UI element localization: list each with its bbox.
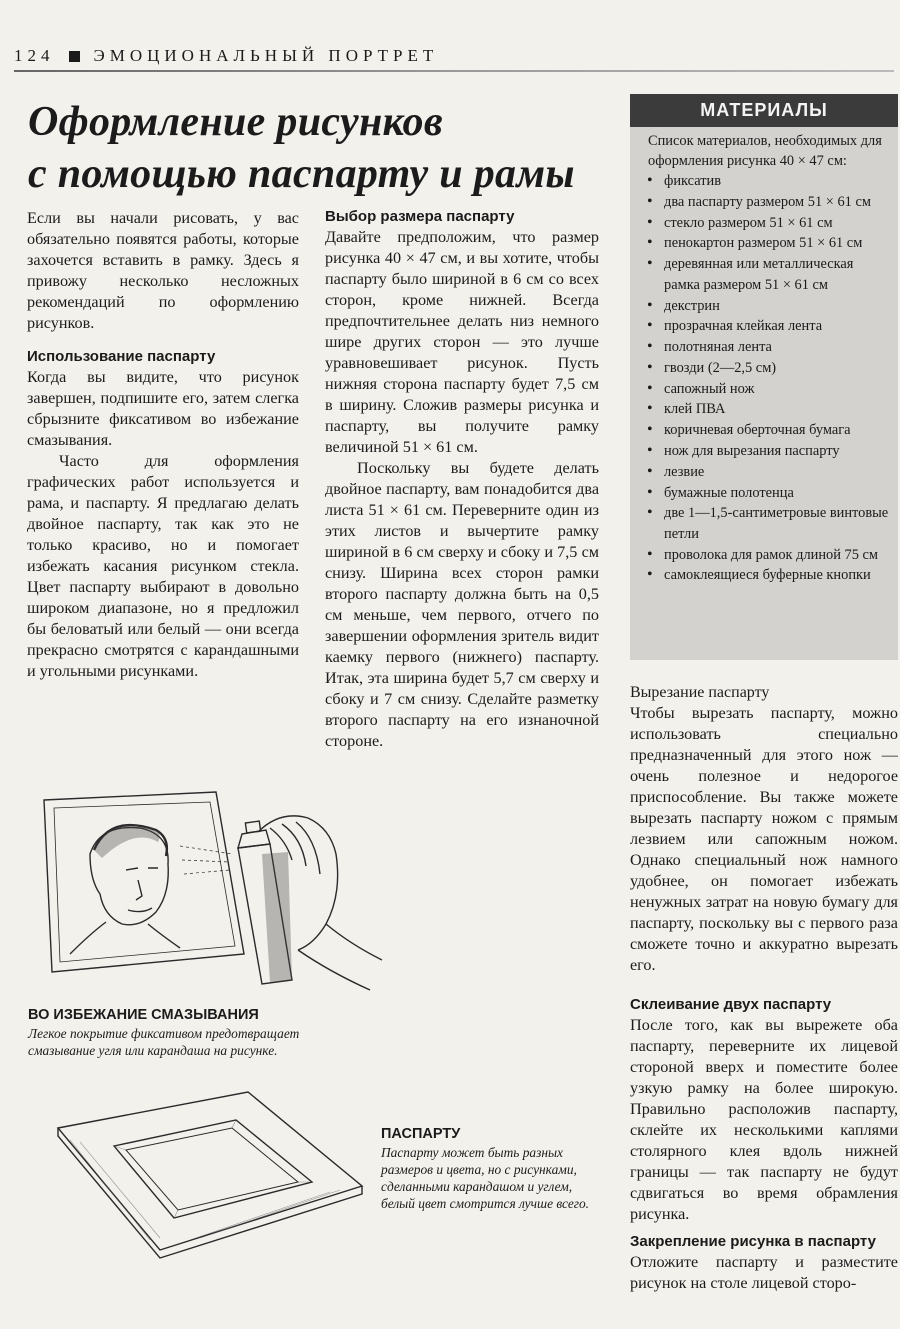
- list-item: • бумажные полотенца: [644, 483, 892, 504]
- paragraph: Поскольку вы будете делать двойное паспарту, вам понадобится два листа 51 × 61 см. Переверните один из этих листов и вычертите рамку шириной в 6 см сверху и сбоку и 7,5 см снизу. Ширина всех сторон рамки второго паспарту должна быть на 0,5 см меньше, чем первого, отчего по завершении оформления зритель видит каемку первого (нижнего) паспарту. Итак, эта ширина будет 5,7 см сверху и сбоку и 7 см снизу. Сделайте разметку второго паспарту на его изнаночной стороне.: [325, 459, 599, 750]
- list-item: • пенокартон размером 51 × 61 см: [644, 233, 892, 254]
- subhead-gluing-mats: Склеивание двух паспарту: [630, 996, 832, 1013]
- caption-title: ВО ИЗБЕЖАНИЕ СМАЗЫВАНИЯ: [28, 1007, 259, 1023]
- subhead-mat-size: Выбор размера паспарту: [325, 208, 515, 225]
- intro-paragraph: Если вы начали рисовать, у вас обязательно появятся работы, которые захочется вставить в рамку. Здесь я привожу несколько несложных рекомендаций по оформлению рисунков.: [27, 209, 299, 332]
- title-line-2: с помощью паспарту и рамы: [28, 151, 575, 197]
- list-item: • прозрачная клейкая лента: [644, 316, 892, 337]
- mat-caption: [381, 1124, 603, 1212]
- header-rule: [14, 70, 894, 72]
- list-item: • полотняная лента: [644, 337, 892, 358]
- fixative-caption: [28, 1005, 358, 1059]
- caption-text: Легкое покрытие фиксативом предотвращает смазывание угля или карандаша на рисунке.: [28, 1026, 300, 1058]
- list-item: • сапожный нож: [644, 379, 892, 400]
- paragraph: Когда вы видите, что рисунок завершен, подпишите его, затем слегка сбрызните фиксативом во избежание смазывания.: [27, 368, 299, 449]
- column-3: [630, 682, 898, 1294]
- section-title: ЭМОЦИОНАЛЬНЫЙ ПОРТРЕТ: [93, 46, 439, 65]
- paragraph: Часто для оформления графических работ используется и рама, и паспарту. Я предлагаю делать двойное паспарту, так как это не только красиво, но и помогает избежать касания рисунком стекла. Цвет паспарту выбирают в довольно широком диапазоне, но я предложил бы беловатый или белый — они всегда прекрасно смотрятся с карандашными и угольными рисунками.: [27, 452, 299, 680]
- column-2: [325, 206, 599, 752]
- list-item: • стекло размером 51 × 61 см: [644, 213, 892, 234]
- subhead-securing-drawing: Закрепление рисунка в паспарту: [630, 1233, 876, 1250]
- materials-list: [630, 171, 898, 586]
- list-item: • самоклеящиеся буферные кнопки: [644, 565, 892, 586]
- paragraph: Отложите паспарту и разместите рисунок на столе лицевой сторо-: [630, 1253, 898, 1292]
- list-item: • проволока для рамок длиной 75 см: [644, 545, 892, 566]
- caption-title: ПАСПАРТУ: [381, 1126, 461, 1142]
- header-square-icon: [69, 51, 80, 62]
- paragraph: Давайте предположим, что размер рисунка 40 × 47 см, и вы хотите, чтобы паспарту было шириной в 6 см со всех сторон, кроме нижней. Всегда предпочтительнее делать низ немного шире других сторон — это лучше уравновешивает рисунок. Пусть нижняя сторона паспарту будет 7,5 см в ширину. Сложив размеры рисунка и паспарту, вы получите рамку величиной 51 × 61 см.: [325, 228, 599, 456]
- mat-board-illustration: [40, 1090, 370, 1268]
- list-item: • клей ПВА: [644, 399, 892, 420]
- list-item: • коричневая оберточная бумага: [644, 420, 892, 441]
- page-title: [28, 96, 618, 200]
- paragraph: После того, как вы вырежете оба паспарту, переверните их лицевой стороной вверх и поместите более узкую рамку на более широкую. Правильно расположив паспарту, склейте их несколькими каплями столярного клея вдоль нижней границы — так паспарту не будут сдвигаться во время обрамления рисунка.: [630, 1016, 898, 1223]
- list-item: • деревянная или металлическая рамка размером 51 × 61 см: [644, 254, 892, 295]
- column-1: [27, 208, 299, 682]
- page-number: 124: [14, 46, 55, 65]
- subhead-using-mat: Использование паспарту: [27, 348, 216, 365]
- fixative-spray-illustration: [30, 784, 390, 1006]
- title-line-1: Оформление рисунков: [28, 99, 443, 145]
- list-item: • декстрин: [644, 296, 892, 317]
- caption-text: Паспарту может быть разных размеров и цвета, но с рисунками, сделанными карандашом и углем, белый цвет смотрится лучше всего.: [381, 1145, 590, 1211]
- list-item: • фиксатив: [644, 171, 892, 192]
- materials-heading: МАТЕРИАЛЫ: [630, 94, 898, 127]
- list-item: • гвозди (2—2,5 см): [644, 358, 892, 379]
- materials-box: [630, 94, 898, 660]
- running-header: [14, 44, 894, 68]
- list-item: • лезвие: [644, 462, 892, 483]
- paragraph: Чтобы вырезать паспарту, можно использовать специально предназначенный для этого нож — очень полезное и недорогое приспособление. Вы также можете вырезать паспарту ножом с прямым лезвием или сапожным ножом. Однако специальный нож намного удобнее, он помогает избежать ненужных затрат на новую бумагу для паспарту, поскольку вы с первого раза сможете точно и аккуратно вырезать его.: [630, 704, 898, 974]
- list-item: • два паспарту размером 51 × 61 см: [644, 192, 892, 213]
- subhead-cutting-mat: Вырезание паспарту: [630, 684, 770, 701]
- list-item: • нож для вырезания паспарту: [644, 441, 892, 462]
- materials-intro: Список материалов, необходимых для оформления рисунка 40 × 47 см:: [648, 133, 882, 169]
- list-item: • две 1—1,5-сантиметровые винтовые петли: [644, 503, 892, 544]
